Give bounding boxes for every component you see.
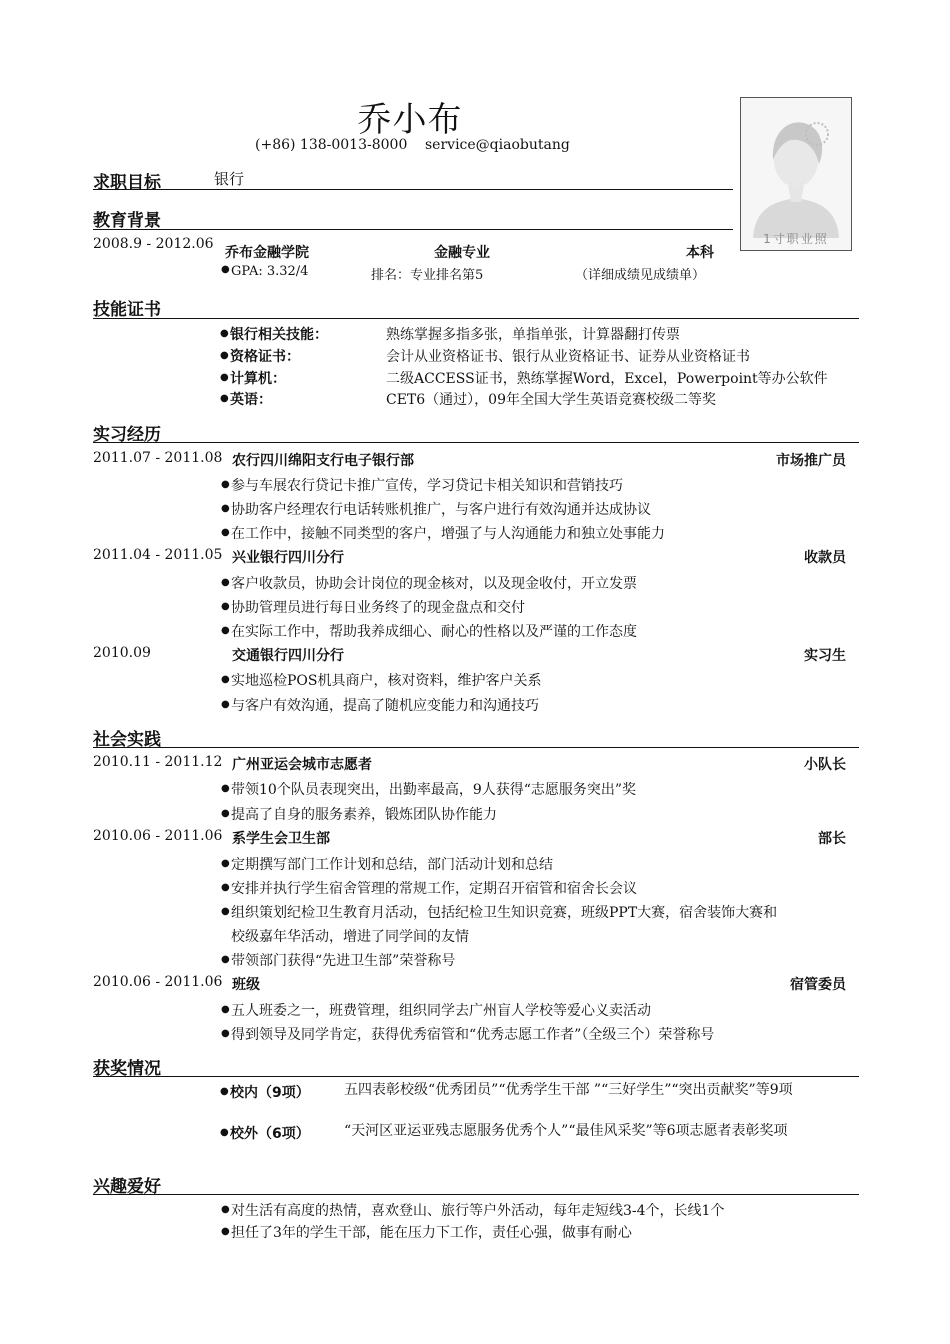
skill-label: ●英语： <box>220 392 272 408</box>
email-address: service@qiaobutang <box>425 137 570 153</box>
entry-org: 交通银行四川分行 <box>232 648 344 664</box>
entry-bullet: ●提高了自身的服务素养，锻炼团队协作能力 <box>221 807 497 823</box>
entry-date: 2010.09 <box>93 645 151 661</box>
skill-value: 会计从业资格证书、银行从业资格证书、证券从业资格证书 <box>386 349 750 365</box>
award-value: “天河区亚运亚残志愿服务优秀个人”“最佳风采奖”等6项志愿者表彰奖项 <box>344 1123 788 1139</box>
hobby-item: ●担任了3年的学生干部，能在压力下工作，责任心强，做事有耐心 <box>221 1225 632 1241</box>
entry-bullet: ●参与车展农行贷记卡推广宣传，学习贷记卡相关知识和营销技巧 <box>221 478 623 494</box>
hobbies-title: 兴趣爱好 <box>93 1177 161 1197</box>
phone-number: (+86) 138-0013-8000 <box>255 137 408 153</box>
entry-date: 2010.06 - 2011.06 <box>93 974 223 990</box>
section-rule <box>93 1076 859 1077</box>
internship-title: 实习经历 <box>93 425 161 445</box>
entry-bullet-continued: 校级嘉年华活动，增进了同学间的友情 <box>231 929 469 945</box>
photo-caption: 1寸职业照 <box>763 232 829 246</box>
award-label: ●校外（6项） <box>220 1126 310 1142</box>
entry-role: 市场推广员 <box>776 453 846 469</box>
entry-bullet: ●组织策划纪检卫生教育月活动，包括纪检卫生知识竞赛，班级PPT大赛，宿舍装饰大赛和 <box>221 905 778 921</box>
education-major: 金融专业 <box>434 245 490 261</box>
skills-title: 技能证书 <box>93 300 161 320</box>
entry-bullet: ●带领部门获得“先进卫生部”荣誉称号 <box>221 953 456 969</box>
entry-bullet: ●带领10个队员表现突出，出勤率最高，9人获得“志愿服务突出”奖 <box>221 782 637 798</box>
section-rule <box>93 189 733 190</box>
education-gpa: ●GPA: 3.32/4 <box>221 264 309 279</box>
skill-value: 熟练掌握多指多张，单指单张，计算器翻打传票 <box>386 327 680 343</box>
objective-title: 求职目标 <box>93 173 161 193</box>
person-silhouette-icon <box>741 98 851 250</box>
entry-role: 宿管委员 <box>790 977 846 993</box>
award-label: ●校内（9项） <box>220 1085 310 1101</box>
entry-org: 农行四川绵阳支行电子银行部 <box>232 453 414 469</box>
entry-org: 广州亚运会城市志愿者 <box>232 757 372 773</box>
entry-role: 实习生 <box>804 648 846 664</box>
entry-bullet: ●定期撰写部门工作计划和总结，部门活动计划和总结 <box>221 857 553 873</box>
skill-label: ●计算机： <box>220 371 286 387</box>
entry-bullet: ●得到领导及同学肯定，获得优秀宿管和“优秀志愿工作者”（全级三个）荣誉称号 <box>221 1027 715 1043</box>
awards-title: 获奖情况 <box>93 1059 161 1079</box>
skill-value: CET6（通过），09年全国大学生英语竞赛校级二等奖 <box>386 392 716 408</box>
entry-role: 部长 <box>818 831 846 847</box>
entry-date: 2010.06 - 2011.06 <box>93 828 223 844</box>
award-value: 五四表彰校级“优秀团员”“优秀学生干部 ”“三好学生”“突出贡献奖”等9项 <box>344 1082 793 1098</box>
skill-label: ●银行相关技能： <box>220 327 328 343</box>
entry-org: 兴业银行四川分行 <box>232 550 344 566</box>
education-title: 教育背景 <box>93 211 161 231</box>
objective-value: 银行 <box>214 170 245 188</box>
entry-role: 小队长 <box>804 757 846 773</box>
entry-date: 2011.04 - 2011.05 <box>93 547 223 563</box>
entry-bullet: ●安排并执行学生宿舍管理的常规工作，定期召开宿管和宿舍长会议 <box>221 881 637 897</box>
entry-bullet: ●实地巡检POS机具商户，核对资料，维护客户关系 <box>221 673 542 689</box>
entry-bullet: ●客户收款员，协助会计岗位的现金核对，以及现金收付，开立发票 <box>221 576 637 592</box>
education-date: 2008.9 - 2012.06 <box>93 236 214 252</box>
entry-bullet: ●与客户有效沟通，提高了随机应变能力和沟通技巧 <box>221 698 539 714</box>
education-rank: 排名：专业排名第5 <box>371 268 484 283</box>
entry-bullet: ●五人班委之一，班费管理，组织同学去广州盲人学校等爱心义卖活动 <box>221 1003 651 1019</box>
entry-org: 系学生会卫生部 <box>232 831 330 847</box>
section-rule <box>93 442 859 443</box>
hobby-item: ●对生活有高度的热情，喜欢登山、旅行等户外活动，每年走短线3-4个，长线1个 <box>221 1203 725 1219</box>
section-rule <box>93 229 733 230</box>
entry-bullet: ●协助管理员进行每日业务终了的现金盘点和交付 <box>221 600 525 616</box>
entry-date: 2010.11 - 2011.12 <box>93 754 223 770</box>
education-degree: 本科 <box>686 245 714 261</box>
entry-bullet: ●协助客户经理农行电话转账机推广，与客户进行有效沟通并达成协议 <box>221 502 651 518</box>
section-rule <box>93 1194 859 1195</box>
candidate-name: 乔小布 <box>357 100 463 140</box>
entry-bullet: ●在实际工作中，帮助我养成细心、耐心的性格以及严谨的工作态度 <box>221 624 637 640</box>
skill-label: ●资格证书： <box>220 349 300 365</box>
social-title: 社会实践 <box>93 730 161 750</box>
section-rule <box>93 318 859 319</box>
education-school: 乔布金融学院 <box>225 245 309 261</box>
entry-bullet: ●在工作中，接触不同类型的客户，增强了与人沟通能力和独立处事能力 <box>221 526 665 542</box>
entry-role: 收款员 <box>804 550 846 566</box>
education-transcript: （详细成绩见成绩单） <box>575 268 706 283</box>
entry-org: 班级 <box>232 977 260 993</box>
skill-value: 二级ACCESS证书，熟练掌握Word，Excel，Powerpoint等办公软件 <box>386 371 828 387</box>
section-rule <box>93 747 859 748</box>
entry-date: 2011.07 - 2011.08 <box>93 450 223 466</box>
photo-placeholder <box>740 97 852 251</box>
